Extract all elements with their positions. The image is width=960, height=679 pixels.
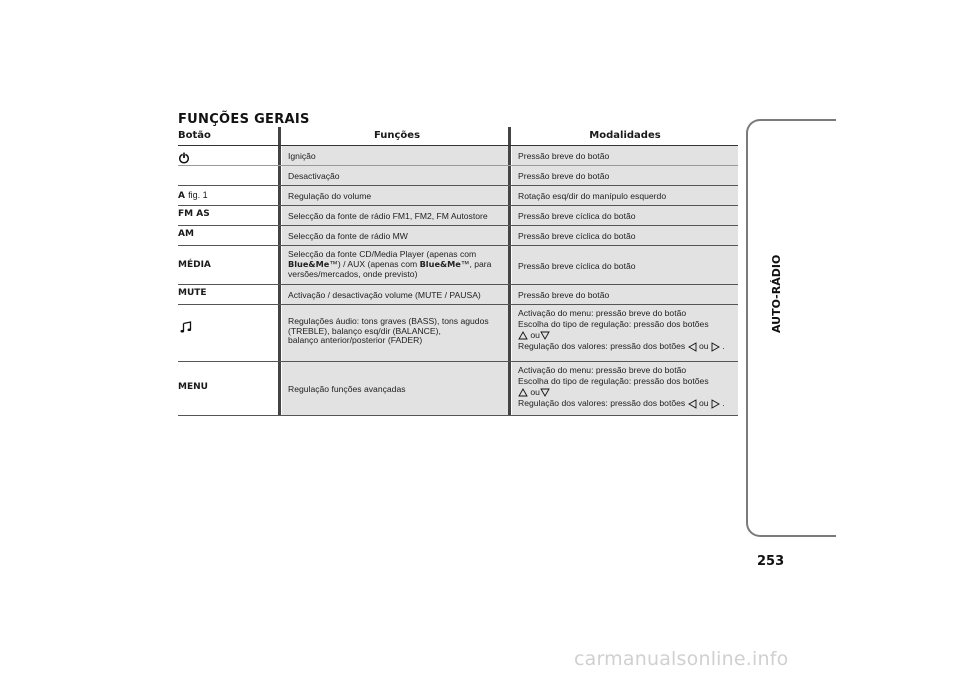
function-audio: Regulações áudio: tons graves (BASS), tons agudos (TREBLE), balanço esq/dir (BALANCE), balanço anterior/posterior (FADER) <box>282 305 508 361</box>
mode-audio: Activação do menu: pressão breve do botão Escolha do tipo de regulação: pressão dos botões ou Regulação dos valores: pressão dos botões ou . <box>512 305 738 361</box>
power-icon <box>178 152 278 167</box>
mode-fmas: Pressão breve cíclica do botão <box>512 206 738 225</box>
table-row-audio <box>178 305 738 362</box>
button-fmas: FM AS <box>178 209 210 219</box>
button-a: A fig. 1 <box>178 190 208 201</box>
header-modes: Modalidades <box>589 130 661 141</box>
triangle-left-icon <box>688 342 697 352</box>
mode-ignition: Pressão breve do botão <box>512 146 738 165</box>
mode-mute: Pressão breve do botão <box>512 285 738 304</box>
table-row-menu <box>178 362 738 416</box>
button-am: AM <box>178 229 194 239</box>
function-menu: Regulação funções avançadas <box>282 362 508 415</box>
mode-volume: Rotação esq/dir do manípulo esquerdo <box>512 186 738 205</box>
mode-am: Pressão breve cíclica do botão <box>512 226 738 245</box>
header-button: Botão <box>178 130 211 141</box>
section-title: FUNÇÕES GERAIS <box>178 112 310 127</box>
button-mute: MUTE <box>178 288 207 298</box>
function-am: Selecção da fonte de rádio MW <box>282 226 508 245</box>
watermark: carmanualsonline.info <box>574 648 789 670</box>
mode-menu: Activação do menu: pressão breve do botão Escolha do tipo de regulação: pressão dos botões ou Regulação dos valores: pressão dos botões ou . <box>512 362 738 415</box>
button-media: MÉDIA <box>178 260 211 270</box>
brand-blueme-2: Blue&Me <box>419 259 461 269</box>
table-header <box>178 127 738 146</box>
functions-table <box>178 127 738 416</box>
triangle-up-icon <box>518 331 528 340</box>
function-media: Selecção da fonte CD/Media Player (apenas com Blue&Me™) / AUX (apenas com Blue&Me™, para versões/mercados, onde previsto) <box>282 246 508 284</box>
triangle-down-icon <box>540 331 550 340</box>
header-functions: Funções <box>373 130 421 141</box>
triangle-left-icon <box>688 399 697 409</box>
table-row-power <box>178 146 738 166</box>
chapter-label: AUTO-RÁDIO <box>770 254 783 333</box>
function-volume: Regulação do volume <box>282 186 508 205</box>
mode-media: Pressão breve cíclica do botão <box>512 246 738 284</box>
triangle-down-icon <box>540 388 550 397</box>
table-row-fmas <box>178 206 738 226</box>
triangle-right-icon <box>711 399 720 409</box>
function-deactivation: Desactivação <box>282 166 508 185</box>
button-menu: MENU <box>178 382 208 392</box>
function-mute: Activação / desactivação volume (MUTE / PAUSA) <box>282 285 508 304</box>
function-fmas: Selecção da fonte de rádio FM1, FM2, FM Autostore <box>282 206 508 225</box>
page-number: 253 <box>757 554 785 569</box>
music-note-icon <box>180 321 280 336</box>
brand-blueme: Blue&Me <box>288 259 330 269</box>
chapter-tab <box>746 119 836 537</box>
mode-deactivation: Pressão breve do botão <box>512 166 738 185</box>
table-row-deactivation <box>178 166 738 186</box>
triangle-right-icon <box>711 342 720 352</box>
figure-reference: fig. 1 <box>188 190 208 200</box>
function-ignition: Ignição <box>282 146 508 165</box>
table-row-media <box>178 246 738 285</box>
table-row-volume <box>178 186 738 206</box>
table-row-am <box>178 226 738 246</box>
triangle-up-icon <box>518 388 528 397</box>
table-row-mute <box>178 285 738 305</box>
